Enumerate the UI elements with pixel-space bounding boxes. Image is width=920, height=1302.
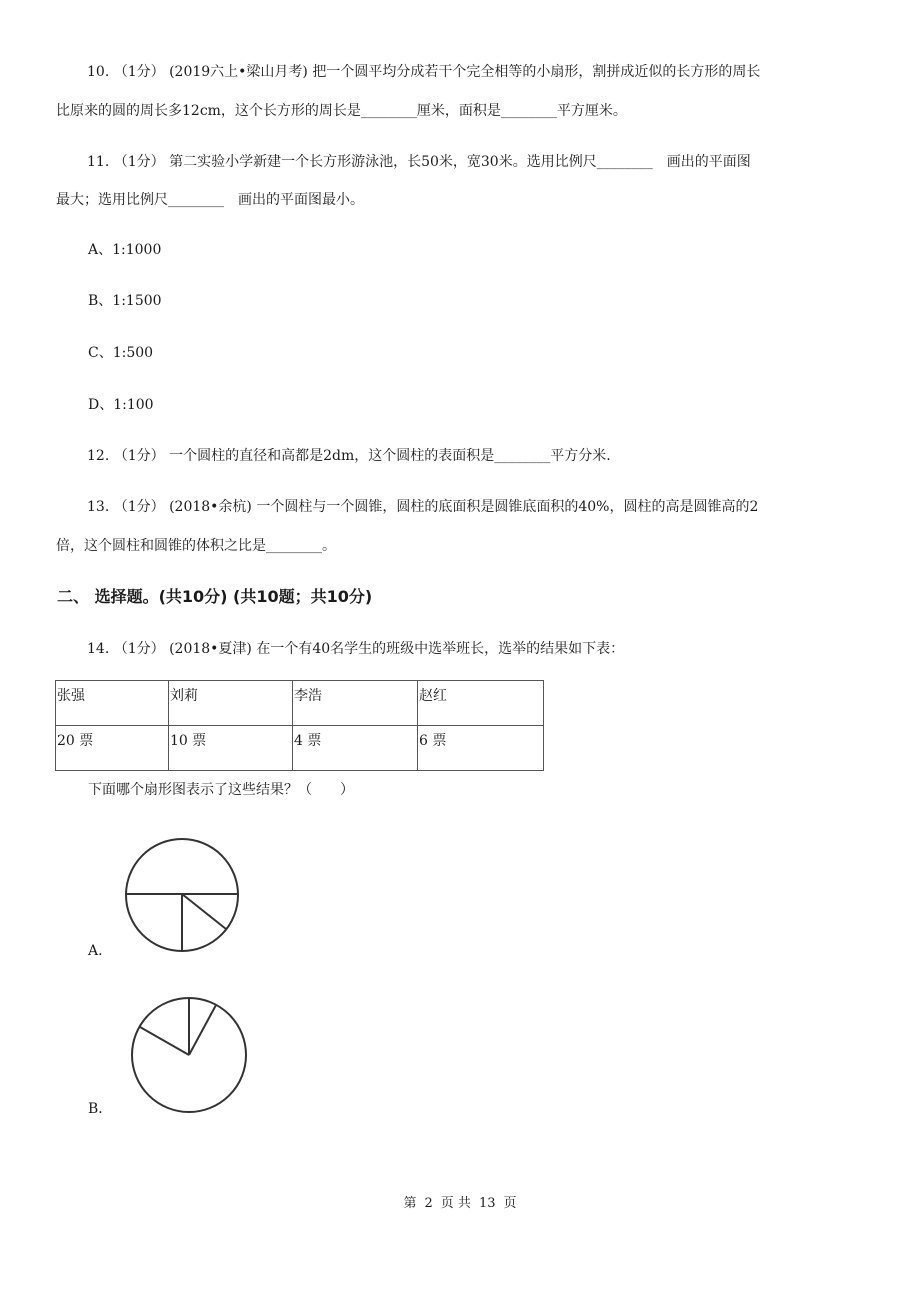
table-cell: 4 票 — [293, 726, 418, 771]
pie-chart-b — [126, 992, 252, 1118]
footer-total: 13 — [478, 1196, 496, 1211]
page-footer — [0, 1192, 920, 1211]
q11-line-2: 最大；选用比例尺________ 画出的平面图最小。 — [56, 192, 364, 208]
footer-suffix: 页 — [503, 1196, 517, 1211]
q11-option-d: D、1:100 — [88, 397, 154, 413]
table-cell: 20 票 — [56, 726, 169, 771]
q11-option-a: A、1:1000 — [88, 242, 162, 258]
q14-question: 下面哪个扇形图表示了这些结果？（ ） — [88, 782, 354, 798]
table-cell: 10 票 — [169, 726, 293, 771]
table-cell: 赵红 — [418, 681, 544, 726]
q13-line-2: 倍，这个圆柱和圆锥的体积之比是________。 — [56, 538, 336, 554]
footer-prefix: 第 — [403, 1196, 417, 1211]
q11-line-1: 11. （1分） 第二实验小学新建一个长方形游泳池，长50米，宽30米。选用比例尺________ 画出的平面图 — [87, 154, 751, 170]
q10-line-1: 10. （1分） (2019六上•梁山月考) 把一个圆平均分成若干个完全相等的小扇形，割拼成近似的长方形的周长 — [87, 64, 761, 80]
pie-b-radius-left — [140, 1027, 189, 1055]
q11-option-b: B、1:1500 — [88, 293, 162, 309]
q14-line-1: 14. （1分） (2018•夏津) 在一个有40名学生的班级中选举班长，选举的结果如下表： — [87, 641, 625, 657]
pie-chart-a — [120, 833, 244, 957]
footer-mid: 页 共 — [440, 1196, 471, 1211]
vote-table — [55, 680, 544, 771]
q11-option-c: C、1:500 — [88, 345, 154, 361]
q13-line-1: 13. （1分） (2018•余杭) 一个圆柱与一个圆锥，圆柱的底面积是圆锥底面积的40%，圆柱的高是圆锥高的2 — [87, 499, 759, 515]
footer-page: 2 — [424, 1196, 433, 1211]
table-row — [56, 726, 544, 771]
option-b-label[interactable]: B． — [88, 1101, 113, 1117]
table-cell: 张强 — [56, 681, 169, 726]
table-row — [56, 681, 544, 726]
q10-line-2: 比原来的圆的周长多12cm，这个长方形的周长是________厘米，面积是________平方厘米。 — [56, 103, 627, 119]
pie-b-radius-right — [189, 1005, 216, 1055]
section-heading: 二、 选择题。(共10分) (共10题；共10分) — [57, 587, 373, 606]
option-a-label[interactable]: A． — [88, 943, 113, 959]
table-cell: 刘莉 — [169, 681, 293, 726]
table-cell: 6 票 — [418, 726, 544, 771]
q12-line-1: 12. （1分） 一个圆柱的直径和高都是2dm，这个圆柱的表面积是________平方分米. — [87, 448, 611, 464]
pie-a-radius-diag — [182, 894, 226, 929]
table-cell: 李浩 — [293, 681, 418, 726]
